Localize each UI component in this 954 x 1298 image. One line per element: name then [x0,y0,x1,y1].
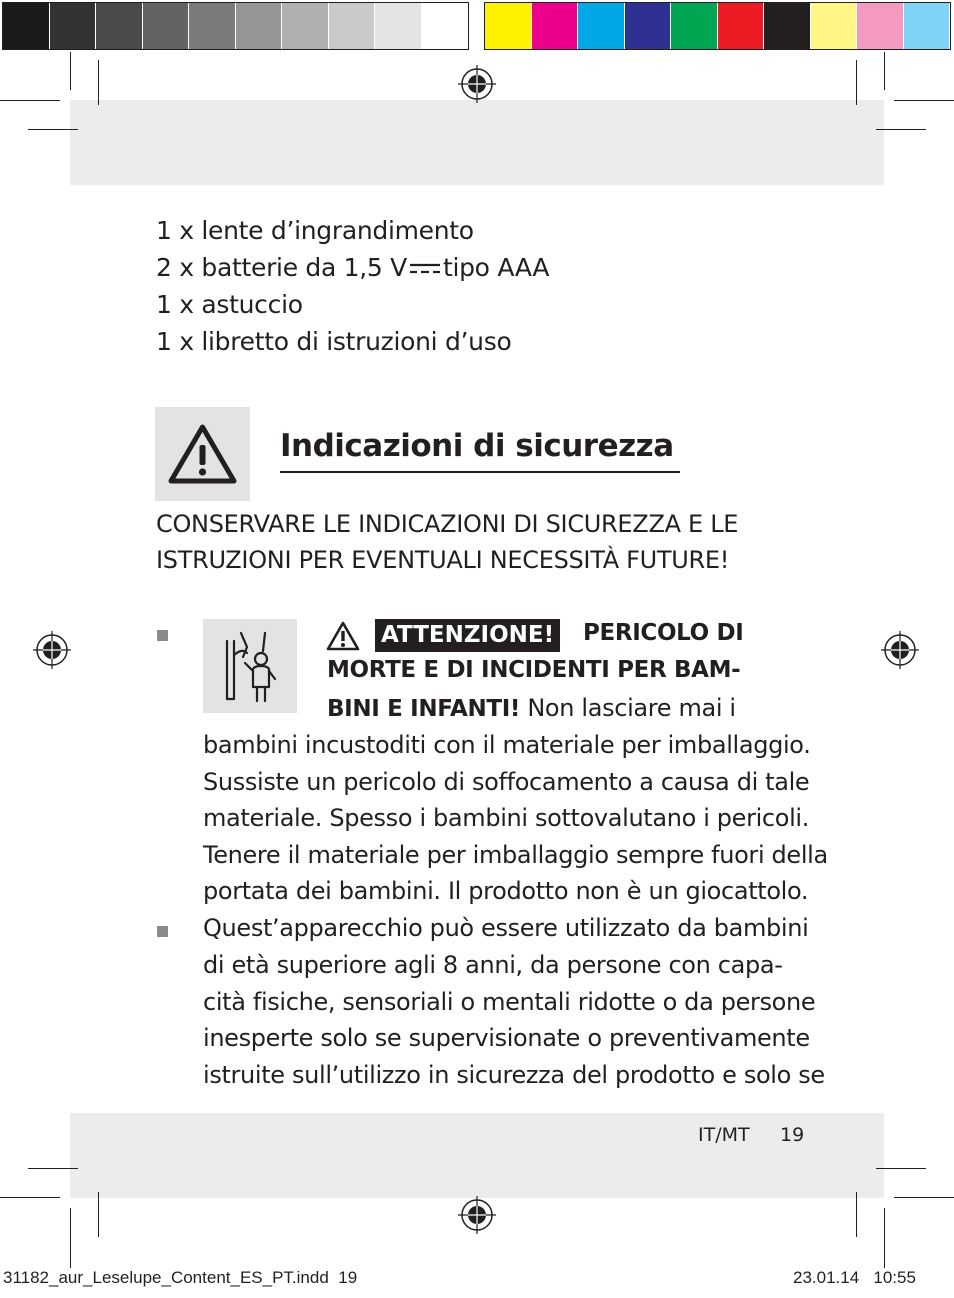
slug-date: 23.01.14 [793,1268,860,1287]
item1-bold-line-3: BINI E INFANTI! [327,696,521,722]
color-swatch [671,3,718,49]
slug-time: 10:55 [873,1268,916,1287]
color-swatch [236,3,283,49]
child-hazard-pictogram [203,619,297,713]
item2-body-line-4: inesperte solo se supervisionate o preventivamente [203,1024,810,1052]
contents-item-batteries [156,249,549,286]
color-swatch [50,3,97,49]
header-band [70,100,884,185]
color-swatch [3,3,50,49]
color-swatch [329,3,376,49]
footer-page-number: 19 [780,1124,805,1146]
item1-body-line-5: portata dei bambini. Il prodotto non è un giocattolo. [203,877,809,905]
battery-type-text: tipo AAA [442,253,550,282]
slug-page: 19 [338,1268,358,1287]
title-underline [280,471,680,473]
slug-filename [3,1268,357,1288]
registration-mark-right-icon [880,630,920,670]
registration-mark-top-icon [457,64,497,104]
color-swatch [189,3,236,49]
process-color-bar [484,2,951,50]
item2-body-line-3: cità fisiche, sensoriali o mentali ridotte o da persone [203,988,816,1016]
color-swatch [143,3,190,49]
batteries-text: 2 x batterie da 1,5 V [156,253,407,282]
slug-timestamp [793,1268,916,1288]
color-swatch [625,3,672,49]
slug-file: 31182_aur_Leselupe_Content_ES_PT.indd [3,1268,329,1287]
grayscale-color-bar [2,2,469,50]
attention-triangle-icon [326,621,360,651]
color-swatch [857,3,904,49]
contents-item-case: 1 x astuccio [156,290,303,319]
child-hazard-icon [203,619,297,713]
dc-voltage-icon [409,262,441,276]
color-swatch [764,3,811,49]
color-swatch [485,3,532,49]
item1-inline-text: Non lasciare mai i [527,694,736,722]
item1-body-line-1: bambini incustoditi con il materiale per imballaggio. [203,731,811,759]
section-title: Indicazioni di sicurezza [280,428,674,464]
registration-mark-bottom-icon [457,1195,497,1235]
contents-item-magnifier: 1 x lente d’ingrandimento [156,216,474,245]
item1-body-line-2: Sussiste un pericolo di soffocamento a causa di tale [203,768,810,796]
keep-notice-line-2: ISTRUZIONI PER EVENTUALI NECESSITÀ FUTURE! [156,546,730,574]
item2-body-line-1: Quest’apparecchio può essere utilizzato da bambini [203,914,809,942]
color-swatch [532,3,579,49]
color-swatch [422,3,469,49]
bullet-marker [157,926,168,937]
item1-line-3 [327,690,736,728]
item1-body-line-3: materiale. Spesso i bambini sottovalutano i pericoli. [203,804,810,832]
item2-body-line-2: di età superiore agli 8 anni, da persone con capa- [203,951,783,979]
registration-mark-left-icon [32,630,72,670]
footer-band [70,1113,884,1198]
color-swatch [904,3,951,49]
warning-triangle-icon [155,407,250,501]
item1-body-line-4: Tenere il materiale per imballaggio sempre fuori della [203,841,828,869]
color-swatch [96,3,143,49]
keep-notice-line-1: CONSERVARE LE INDICAZIONI DI SICUREZZA E LE [156,510,739,538]
color-swatch [282,3,329,49]
attention-label: ATTENZIONE! [375,619,560,652]
footer-language: IT/MT [698,1124,750,1146]
bullet-marker [157,630,168,641]
color-swatch [578,3,625,49]
item1-bold-line-1: PERICOLO DI [583,620,744,646]
color-swatch [718,3,765,49]
item1-bold-line-2: MORTE E DI INCIDENTI PER BAM- [327,657,741,683]
color-swatch [811,3,858,49]
contents-item-manual: 1 x libretto di istruzioni d’uso [156,327,512,356]
item2-body-line-5: istruite sull’utilizzo in sicurezza del prodotto e solo se [203,1061,825,1089]
warning-symbol-box [155,407,250,501]
color-swatch [375,3,422,49]
